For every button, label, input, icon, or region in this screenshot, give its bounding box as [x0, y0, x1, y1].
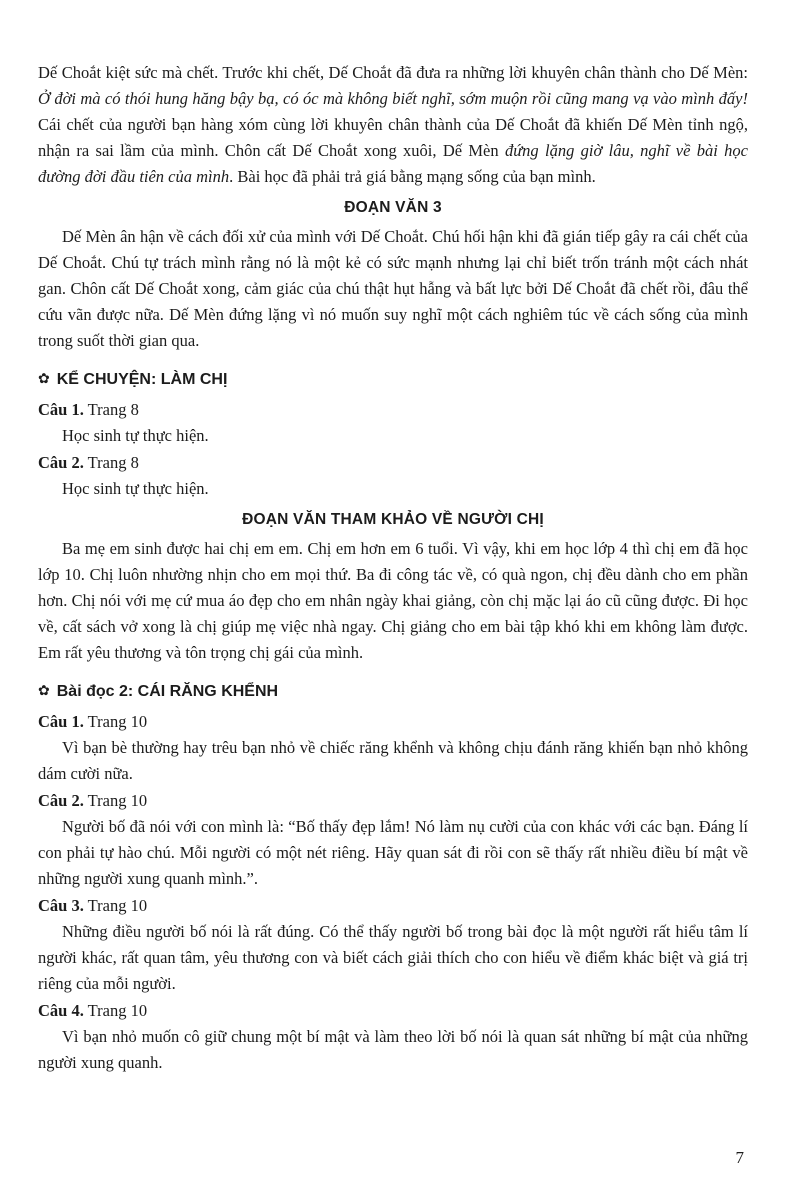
text-segment: . Bài học đã phải trả giá bằng mạng sống của bạn mình.	[229, 167, 596, 186]
text-segment-italic-quote: Ở đời mà có thói hung hăng bậy bạ, có óc mà không biết nghĩ, sớm muộn rồi cũng mang vạ vào mình đấy!	[38, 89, 748, 108]
question-page-ref: Trang 8	[87, 453, 139, 472]
question-label: Câu 1.	[38, 712, 84, 731]
question-label: Câu 2.	[38, 453, 84, 472]
paragraph-doan-van-3: Dế Mèn ân hận về cách đối xử của mình với Dế Choắt. Chú hối hận khi đã gián tiếp gây ra cái chết của Dế Choắt. Chú tự trách mình rằng nó là một kẻ có sức mạnh nhưng lại chỉ biết trốn tránh một cách nhát gan. Chôn cất Dế Choắt xong, cảm giác của chú thật hụt hẫng và bất lực bởi Dế Choắt đã chết rồi, đâu thể cứu vãn được nữa. Dế Mèn đứng lặng vì nó muốn suy nghĩ một cách nghiêm túc về cách sống của mình trong suốt thời gian qua.	[38, 227, 748, 350]
page-number: 7	[735, 1148, 744, 1167]
question-page-ref: Trang 8	[87, 400, 139, 419]
question-line	[38, 449, 748, 476]
question-label: Câu 1.	[38, 400, 84, 419]
answer-text: Học sinh tự thực hiện.	[62, 479, 209, 498]
answer-text: Người bố đã nói với con mình là: “Bố thấy đẹp lắm! Nó làm nụ cười của con khác với các bạn. Đáng lí con phải tự hào chú. Mỗi người có một nét riêng. Hãy quan sát đi rồi con sẽ thấy rất nhiều điều bí mật về những người xung quanh mình.”.	[38, 817, 748, 888]
section-heading-label: Bài đọc 2: CÁI RĂNG KHỂNH	[56, 683, 279, 700]
section-heading-bai-doc-2	[38, 678, 748, 705]
text-segment: Cái chết của người bạn hàng xóm cùng lời khuyên chân thành của Dế Choắt đã khiến Dế Mèn tỉnh ngộ, nhận ra sai lầm của mình. Chôn cất Dế Choắt xong xuôi, Dế Mèn	[38, 115, 748, 160]
text-segment-italic-quote: đứng lặng giờ lâu, nghĩ về bài học đường đời đầu tiên của mình	[38, 141, 748, 186]
answer-text: Những điều người bố nói là rất đúng. Có thể thấy người bố trong bài đọc là một người rất hiểu tâm lí người khác, rất quan tâm, yêu thương con và biết cách giải thích cho con hiểu về điểm khác biệt và giá trị riêng của mỗi người.	[38, 922, 748, 993]
text-segment: Dế Choắt kiệt sức mà chết. Trước khi chết, Dế Choắt đã đưa ra những lời khuyên chân thành cho Dế Mèn:	[38, 63, 748, 82]
question-line	[38, 892, 748, 919]
heading-doan-van-tham-khao: ĐOẠN VĂN THAM KHẢO VỀ NGƯỜI CHỊ	[242, 511, 544, 528]
question-page-ref: Trang 10	[87, 1001, 148, 1020]
question-page-ref: Trang 10	[87, 896, 148, 915]
paragraph-de-choat-conclusion	[38, 60, 748, 190]
section-heading-ke-chuyen	[38, 366, 748, 393]
question-label: Câu 2.	[38, 791, 84, 810]
answer-text: Học sinh tự thực hiện.	[62, 426, 209, 445]
paragraph-nguoi-chi: Ba mẹ em sinh được hai chị em em. Chị em hơn em 6 tuổi. Vì vậy, khi em học lớp 4 thì chị em đã học lớp 10. Chị luôn nhường nhịn cho em mọi thứ. Ba đi công tác về, có quà ngon, chị đều dành cho em phần hơn. Chị nói với mẹ cứ mua áo đẹp cho em nhân ngày khai giảng, còn chị mặc lại áo cũ cũng được. Đi học về, cất sách vở xong là chị giúp mẹ việc nhà ngay. Chị giảng cho em bài tập khó khi em không làm được. Em rất yêu thương và tôn trọng chị gái của mình.	[38, 539, 748, 662]
flower-icon: ✿	[38, 370, 50, 386]
question-line	[38, 396, 748, 423]
question-page-ref: Trang 10	[87, 791, 148, 810]
question-label: Câu 3.	[38, 896, 84, 915]
answer-text: Vì bạn nhỏ muốn cô giữ chung một bí mật và làm theo lời bố nói là quan sát những bí mật của những người xung quanh.	[38, 1027, 748, 1072]
question-line	[38, 997, 748, 1024]
section-heading-label: KỂ CHUYỆN: LÀM CHỊ	[56, 371, 228, 388]
heading-doan-van-3: ĐOẠN VĂN 3	[344, 199, 442, 216]
question-page-ref: Trang 10	[87, 712, 148, 731]
question-label: Câu 4.	[38, 1001, 84, 1020]
answer-text: Vì bạn bè thường hay trêu bạn nhỏ về chiếc răng khểnh và không chịu đánh răng khiến bạn nhỏ không dám cười nữa.	[38, 738, 748, 783]
question-line	[38, 708, 748, 735]
question-line	[38, 787, 748, 814]
flower-icon: ✿	[38, 682, 50, 698]
